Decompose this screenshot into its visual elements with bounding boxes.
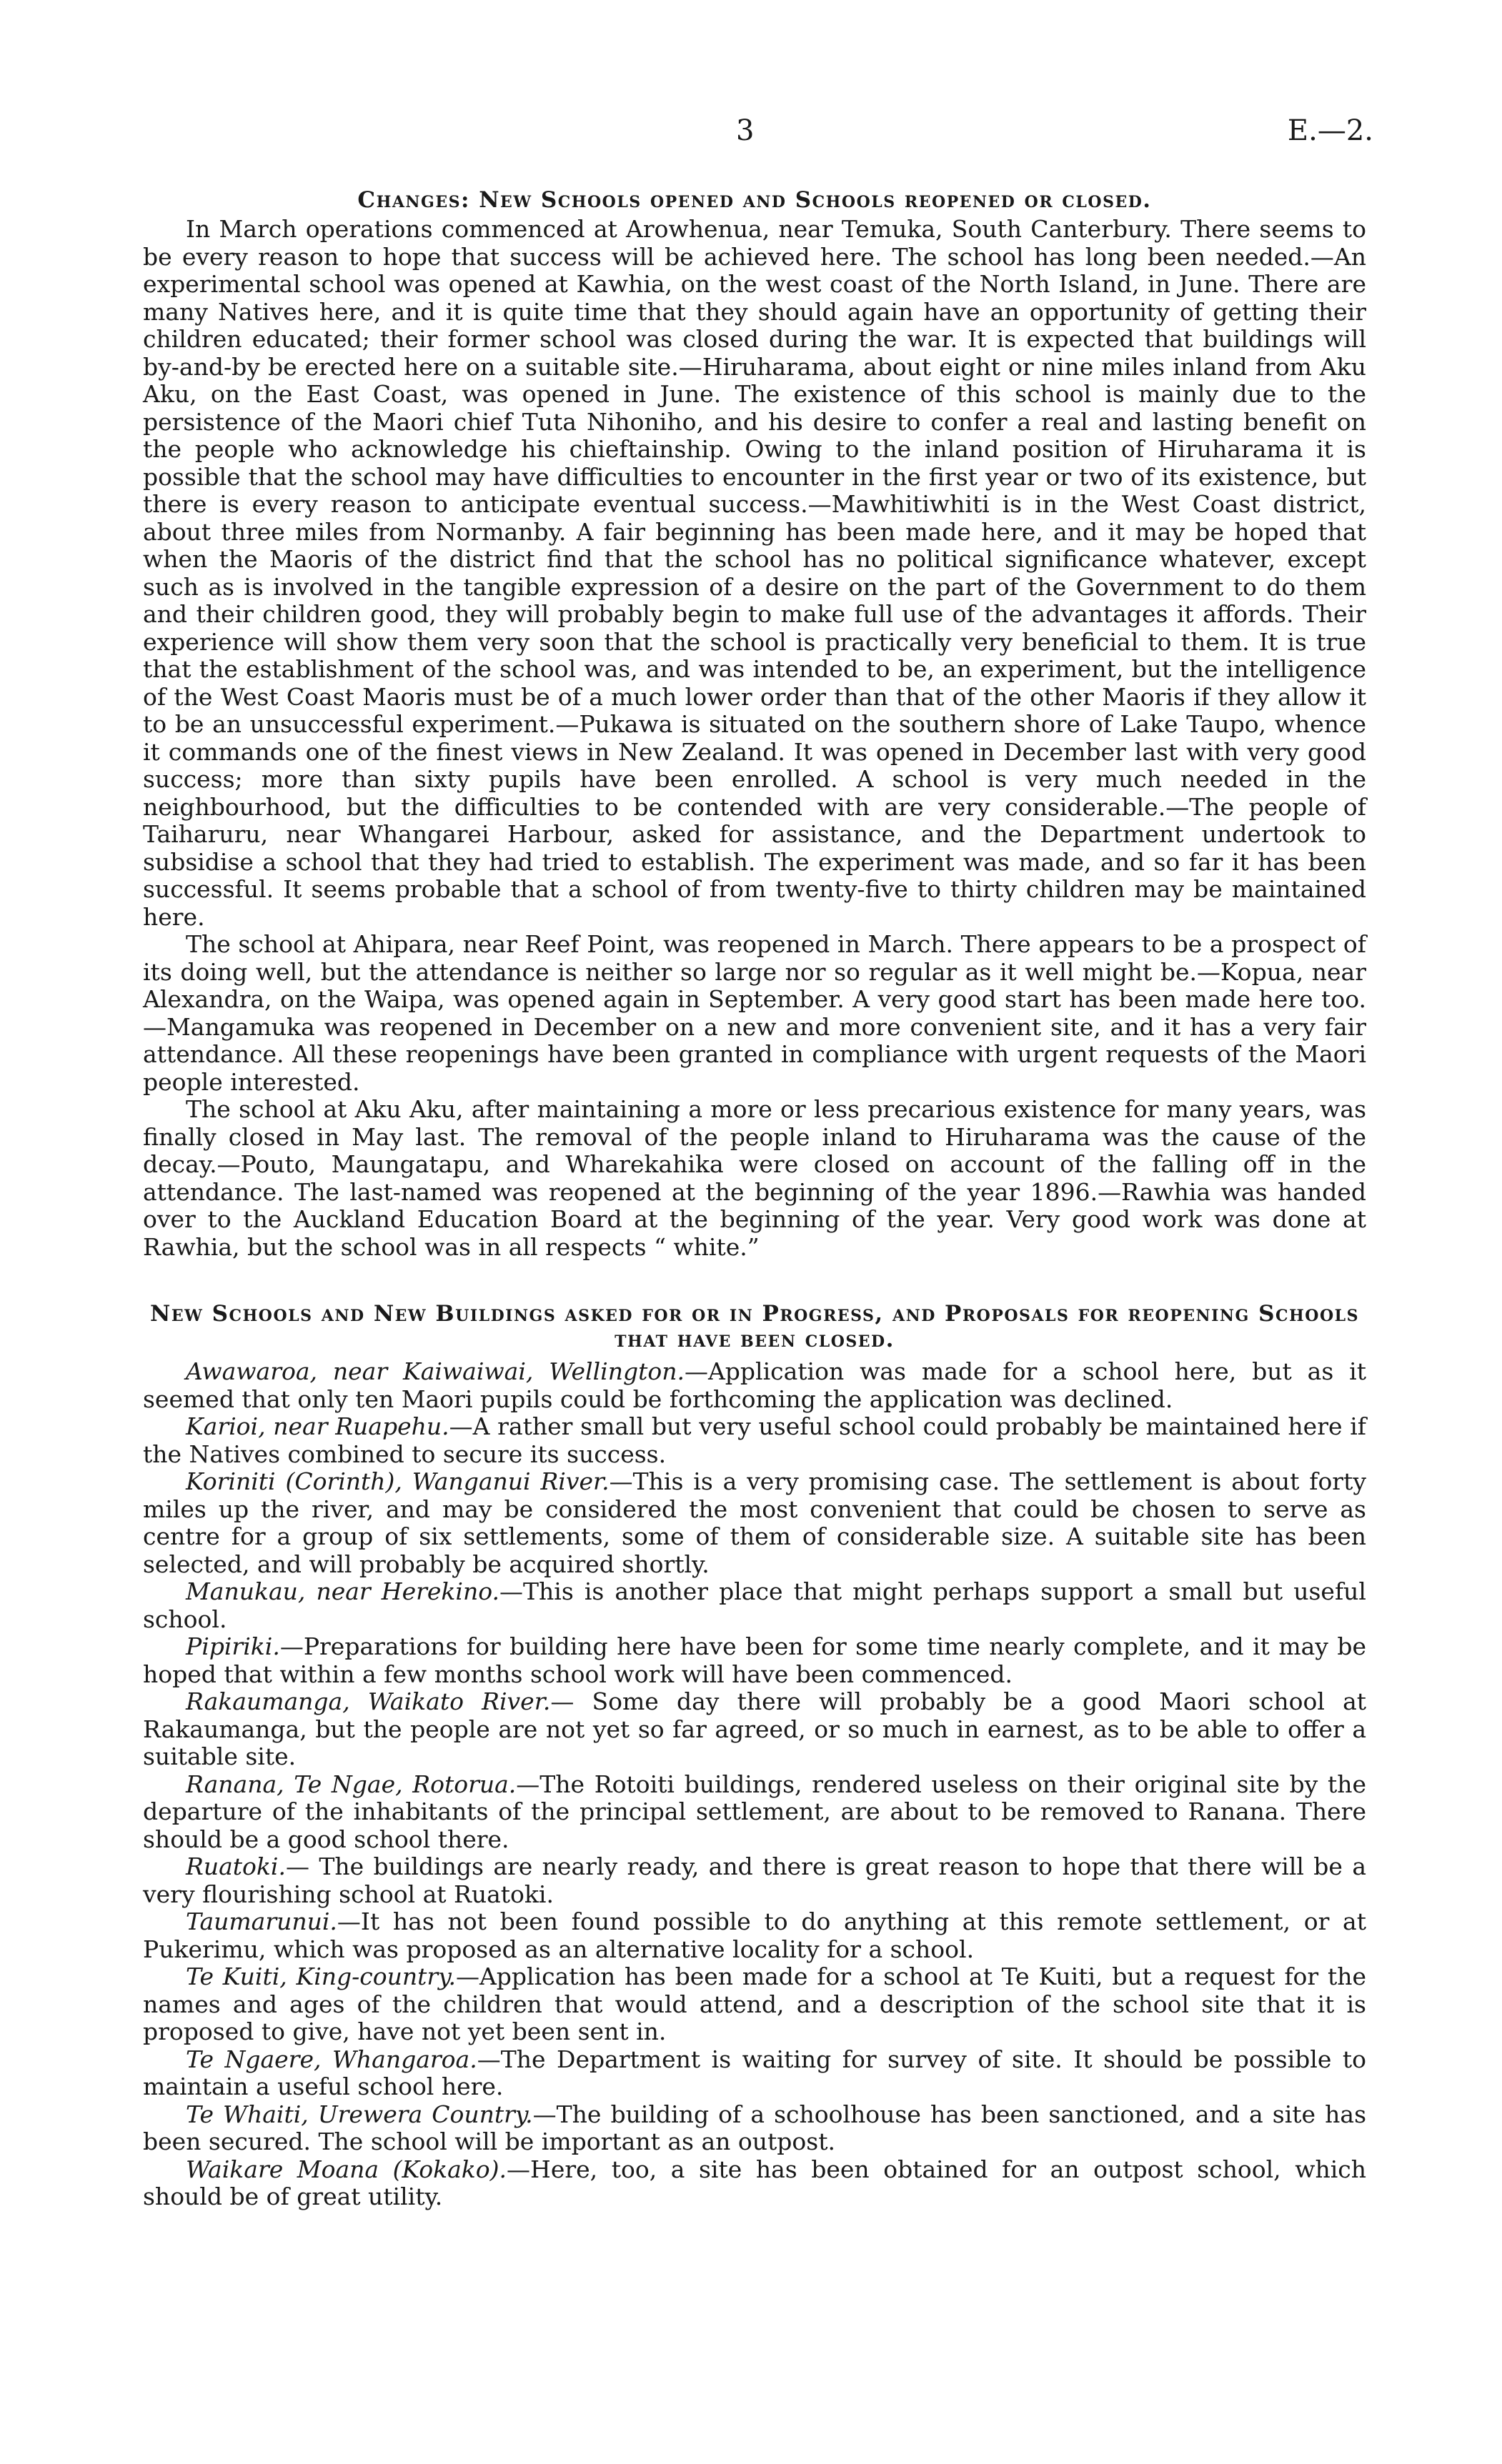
page-header — [0, 114, 1502, 157]
entry-title: Rakaumanga, Waikato River. — [186, 1687, 551, 1715]
entry-text: —The Rotoiti buildings, rendered useless on their original site by the departure of the inhabitants of the principal settlement, are about to be removed to Ranana. There should be a good school there. — [143, 1770, 1366, 1853]
paragraph: The school at Aku Aku, after maintaining a more or less precarious existence for many years, was finally closed in May last. The removal of the people inland to Hiruharama was the cause of the decay.—Pouto, Maungatapu, and Wharekahika were closed on account of the falling off in the attendance. The last-named was reopened at the beginning of the year 1896.—Rawhia was handed over to the Auckland Education Board at the beginning of the year. Very good work was done at Rawhia, but the school was in all respects “ white.” — [143, 1095, 1366, 1261]
list-item — [143, 1468, 1366, 1578]
entry-text: —Application was made for a school here, but as it seemed that only ten Maori pupils could be forthcoming the application was declined. — [143, 1357, 1366, 1413]
entry-title: Ruatoki. — [186, 1852, 286, 1880]
entry-text: —This is a very promising case. The settlement is about forty miles up the river, and may be considered the most convenient that could be chosen to serve as centre for a group of six settlements, some of them of considerable size. A suitable site has been selected, and will probably be acquired shortly. — [143, 1467, 1366, 1578]
entry-title: Waikare Moana (Kokako). — [186, 2155, 507, 2183]
entry-title: Manukau, near Herekino. — [186, 1577, 499, 1605]
entry-title: Karioi, near Ruapehu. — [186, 1412, 449, 1440]
entry-title: Te Ngaere, Whangaroa. — [186, 2045, 477, 2073]
entry-title: Taumarunui. — [186, 1907, 337, 1935]
list-item — [143, 1413, 1366, 1468]
document-reference: E.—2. — [1287, 114, 1373, 147]
entry-text: —A rather small but very useful school could probably be maintained here if the Natives combined to secure its success. — [143, 1412, 1366, 1468]
paragraph: In March operations commenced at Arowhenua, near Temuka, South Canterbury. There seems to be every reason to hope that success will be achieved here. The school has long been needed.—An experimental school was opened at Kawhia, on the west coast of the North Island, in June. There are many Natives here, and it is quite time that they should again have an opportunity of getting their children educated; their former school was closed during the war. It is expected that buildings will by-and-by be erected here on a suitable site.—Hiruharama, about eight or nine miles inland from Aku Aku, on the East Coast, was opened in June. The existence of this school is mainly due to the persistence of the Maori chief Tuta Nihoniho, and his desire to confer a real and lasting benefit on the people who acknowledge his chieftainship. Owing to the inland position of Hiruharama it is possible that the school may have difficulties to encounter in the first year or two of its existence, but there is every reason to anticipate eventual success.—Mawhitiwhiti is in the West Coast district, about three miles from Normanby. A fair beginning has been made here, and it may be hoped that when the Maoris of the district find that the school has no political significance whatever, except such as is involved in the tangible expression of a desire on the part of the Government to do them and their children good, they will probably begin to make full use of the advantages it affords. Their experience will show them very soon that the school is practically very beneficial to them. It is true that the establishment of the school was, and was intended to be, an experiment, but the intelligence of the West Coast Maoris must be of a much lower order than that of the other Maoris if they allow it to be an unsuccessful experiment.—Pukawa is situated on the southern shore of Lake Taupo, whence it commands one of the finest views in New Zealand. It was opened in December last with very good success; more than sixty pupils have been enrolled. A school is very much needed in the neighbourhood, but the difficulties to be contended with are very considerable.—The people of Taiharuru, near Whangarei Harbour, asked for assistance, and the Department undertook to subsidise a school that they had tried to establish. The experiment was made, and so far it has been successful. It seems probable that a school of from twenty-five to thirty children may be maintained here. — [143, 215, 1366, 931]
section-heading-changes: Changes: New Schools opened and Schools reopened or closed. — [357, 187, 1152, 213]
list-item — [143, 1633, 1366, 1688]
entry-title: Awawaroa, near Kaiwaiwai, Wellington. — [186, 1357, 685, 1385]
entry-title: Koriniti (Corinth), Wanganui River. — [186, 1467, 610, 1495]
entry-text: —Application has been made for a school at Te Kuiti, but a request for the names and ages of the children that would attend, and a description of the school site that it is proposed to give, have not yet been sent in. — [143, 1962, 1366, 2045]
entry-title: Te Kuiti, King-country. — [186, 1962, 456, 1990]
list-item — [143, 1358, 1366, 1413]
entry-text: —Here, too, a site has been obtained for an outpost school, which should be of great utility. — [143, 2155, 1366, 2210]
entry-title: Pipiriki. — [186, 1632, 280, 1660]
list-item — [143, 2101, 1366, 2156]
list-item — [143, 1771, 1366, 1854]
entry-text: —It has not been found possible to do anything at this remote settlement, or at Pukerimu, which was proposed as an alternative locality for a school. — [143, 1907, 1366, 1963]
section-new-schools — [143, 1301, 1366, 2211]
page-number: 3 — [736, 114, 755, 147]
list-item — [143, 1578, 1366, 1633]
list-item — [143, 1908, 1366, 1963]
entry-text: —The Department is waiting for survey of site. It should be possible to maintain a useful school here. — [143, 2045, 1366, 2100]
entry-text: — The buildings are nearly ready, and there is great reason to hope that there will be a very flourishing school at Ruatoki. — [143, 1852, 1366, 1908]
entry-text: —This is another place that might perhaps support a small but useful school. — [143, 1577, 1366, 1633]
list-item — [143, 1688, 1366, 1771]
entry-text: —Preparations for building here have been for some time nearly complete, and it may be hoped that within a few months school work will have been commenced. — [143, 1632, 1366, 1688]
list-item — [143, 1853, 1366, 1908]
section-heading-new-schools: New Schools and New Buildings asked for or in Progress, and Proposals for reopening Schools that have been closed. — [150, 1301, 1359, 1352]
entry-title: Ranana, Te Ngae, Rotorua. — [186, 1770, 517, 1798]
paragraph: The school at Ahipara, near Reef Point, was reopened in March. There appears to be a prospect of its doing well, but the attendance is neither so large nor so regular as it well might be.—Kopua, near Alexandra, on the Waipa, was opened again in September. A very good start has been made here too.—Mangamuka was reopened in December on a new and more convenient site, and it has a very fair attendance. All these reopenings have been granted in compliance with urgent requests of the Maori people interested. — [143, 930, 1366, 1096]
entry-title: Te Whaiti, Urewera Country. — [186, 2100, 533, 2128]
list-item — [143, 2046, 1366, 2101]
list-item — [143, 2156, 1366, 2211]
entry-text: — Some day there will probably be a good Maori school at Rakaumanga, but the people are not yet so far agreed, or so much in earnest, as to be able to offer a suitable site. — [143, 1687, 1367, 1770]
list-item — [143, 1963, 1366, 2046]
entry-text: —The building of a schoolhouse has been sanctioned, and a site has been secured. The school will be important as an outpost. — [143, 2100, 1367, 2155]
page-body — [143, 187, 1366, 2211]
section-changes — [143, 187, 1366, 1261]
